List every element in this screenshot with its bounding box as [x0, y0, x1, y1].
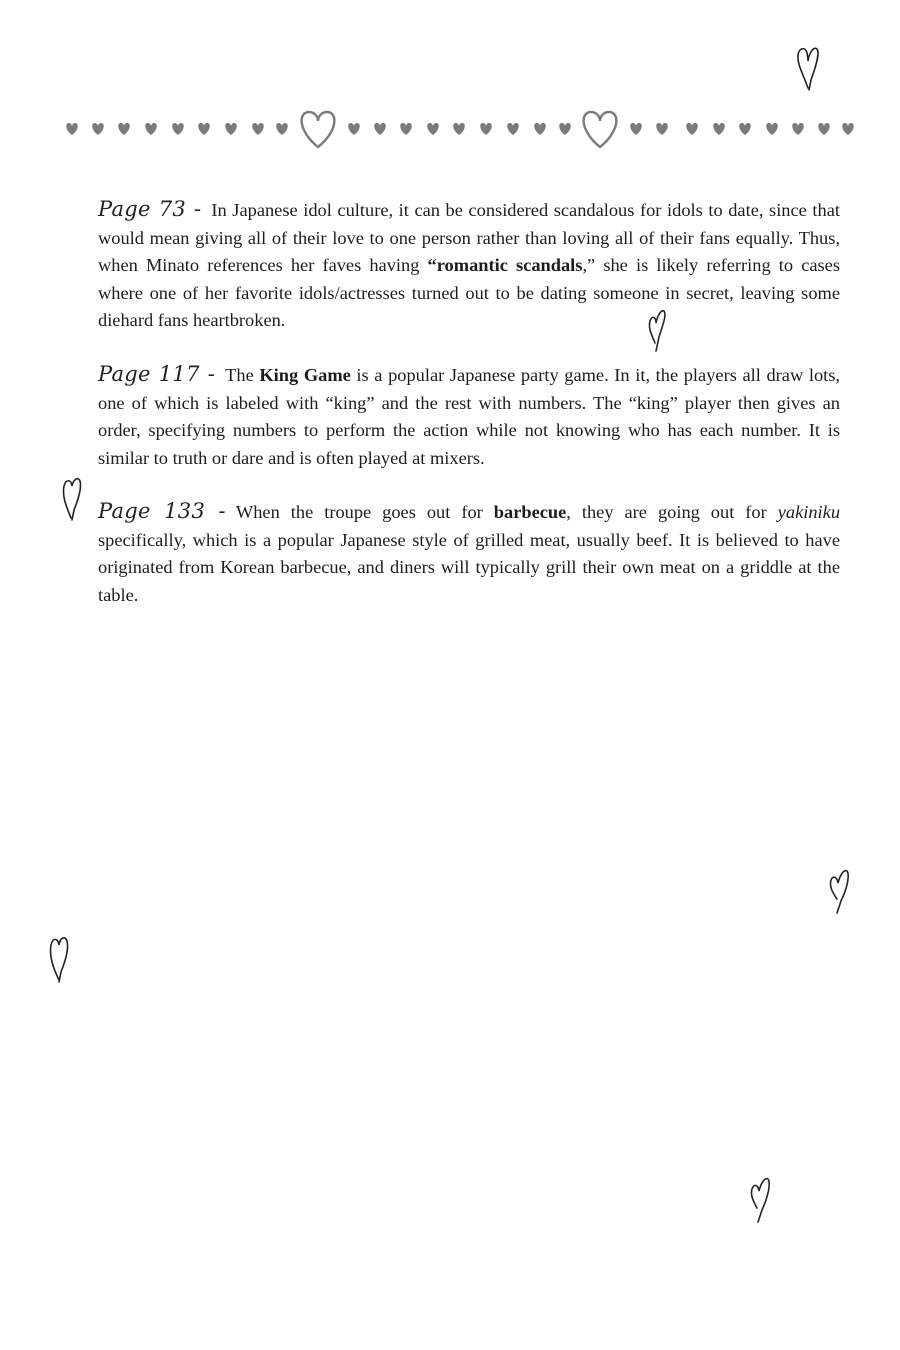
- small-heart-icon: [713, 123, 724, 135]
- small-heart-icon: [276, 123, 287, 135]
- note-heading: Page 133 -: [98, 499, 226, 523]
- note-italic-term: yakiniku: [777, 502, 841, 522]
- note-page-73: [98, 196, 840, 335]
- small-heart-icon: [252, 123, 263, 135]
- note-emphasis: “romantic scandals: [427, 255, 583, 275]
- note-text: When the troupe goes out for: [235, 502, 494, 522]
- small-heart-icon: [534, 123, 545, 135]
- small-heart-icon: [792, 123, 803, 135]
- note-text: is a popular Japanese party game. In it, the players all draw lots, one of which is labeled with “king” and the rest with numbers. The “king” player then gives an order, specifying numbers to perform the action while not knowing who has each number. It is similar to truth or dare and is often played at mixers.: [98, 365, 841, 468]
- small-heart-icon: [507, 123, 518, 135]
- note-text: , they are going out for: [566, 502, 778, 522]
- small-heart-icon: [427, 123, 438, 135]
- hand-drawn-heart-icon: [795, 44, 821, 94]
- small-heart-icon: [453, 123, 464, 135]
- hand-drawn-heart-icon: [746, 1172, 776, 1226]
- small-heart-icon: [656, 123, 667, 135]
- hand-drawn-heart-icon: [825, 865, 855, 917]
- hand-drawn-heart-icon: [46, 932, 74, 986]
- small-heart-icon: [400, 123, 411, 135]
- small-heart-icon: [92, 123, 103, 135]
- note-emphasis: barbecue: [493, 502, 567, 522]
- small-heart-icon: [66, 123, 77, 135]
- small-heart-icon: [630, 123, 641, 135]
- small-heart-icon: [766, 123, 777, 135]
- note-text: ,” she is likely referring to cases where one of her favorite idols/actresses turned out to be dating someone in secret, leaving some diehard fans heartbroken.: [98, 255, 840, 330]
- small-heart-icon: [118, 123, 129, 135]
- outline-heart-icon: [302, 112, 335, 147]
- small-heart-icon: [374, 123, 385, 135]
- small-heart-icon: [225, 123, 236, 135]
- note-text: The: [225, 365, 260, 385]
- note-heading: Page 73 -: [98, 197, 202, 221]
- hand-drawn-heart-icon: [60, 474, 86, 524]
- outline-heart-icon: [584, 112, 617, 147]
- heart-row-icon: [62, 108, 858, 152]
- small-heart-icon: [686, 123, 697, 135]
- note-page-117: [98, 361, 840, 472]
- small-heart-icon: [348, 123, 359, 135]
- small-heart-icon: [818, 123, 829, 135]
- note-heading: Page 117 -: [98, 362, 216, 386]
- note-page-133: [98, 498, 840, 609]
- small-heart-icon: [172, 123, 183, 135]
- small-heart-icon: [145, 123, 156, 135]
- small-heart-icon: [198, 123, 209, 135]
- small-heart-icon: [559, 123, 570, 135]
- heart-border: [62, 108, 858, 152]
- small-heart-icon: [480, 123, 491, 135]
- small-heart-icon: [739, 123, 750, 135]
- note-text: In Japanese idol culture, it can be considered scandalous for idols to date, since that would mean giving all of their love to one person rather than loving all of their fans equally. Thus, when Minato references her faves having: [98, 200, 840, 275]
- small-heart-icon: [842, 123, 853, 135]
- note-emphasis: King Game: [259, 365, 351, 385]
- note-text: specifically, which is a popular Japanese style of grilled meat, usually beef. It is believed to have originated from Korean barbecue, and diners will typically grill their own meat on a griddle at the table.: [98, 529, 840, 605]
